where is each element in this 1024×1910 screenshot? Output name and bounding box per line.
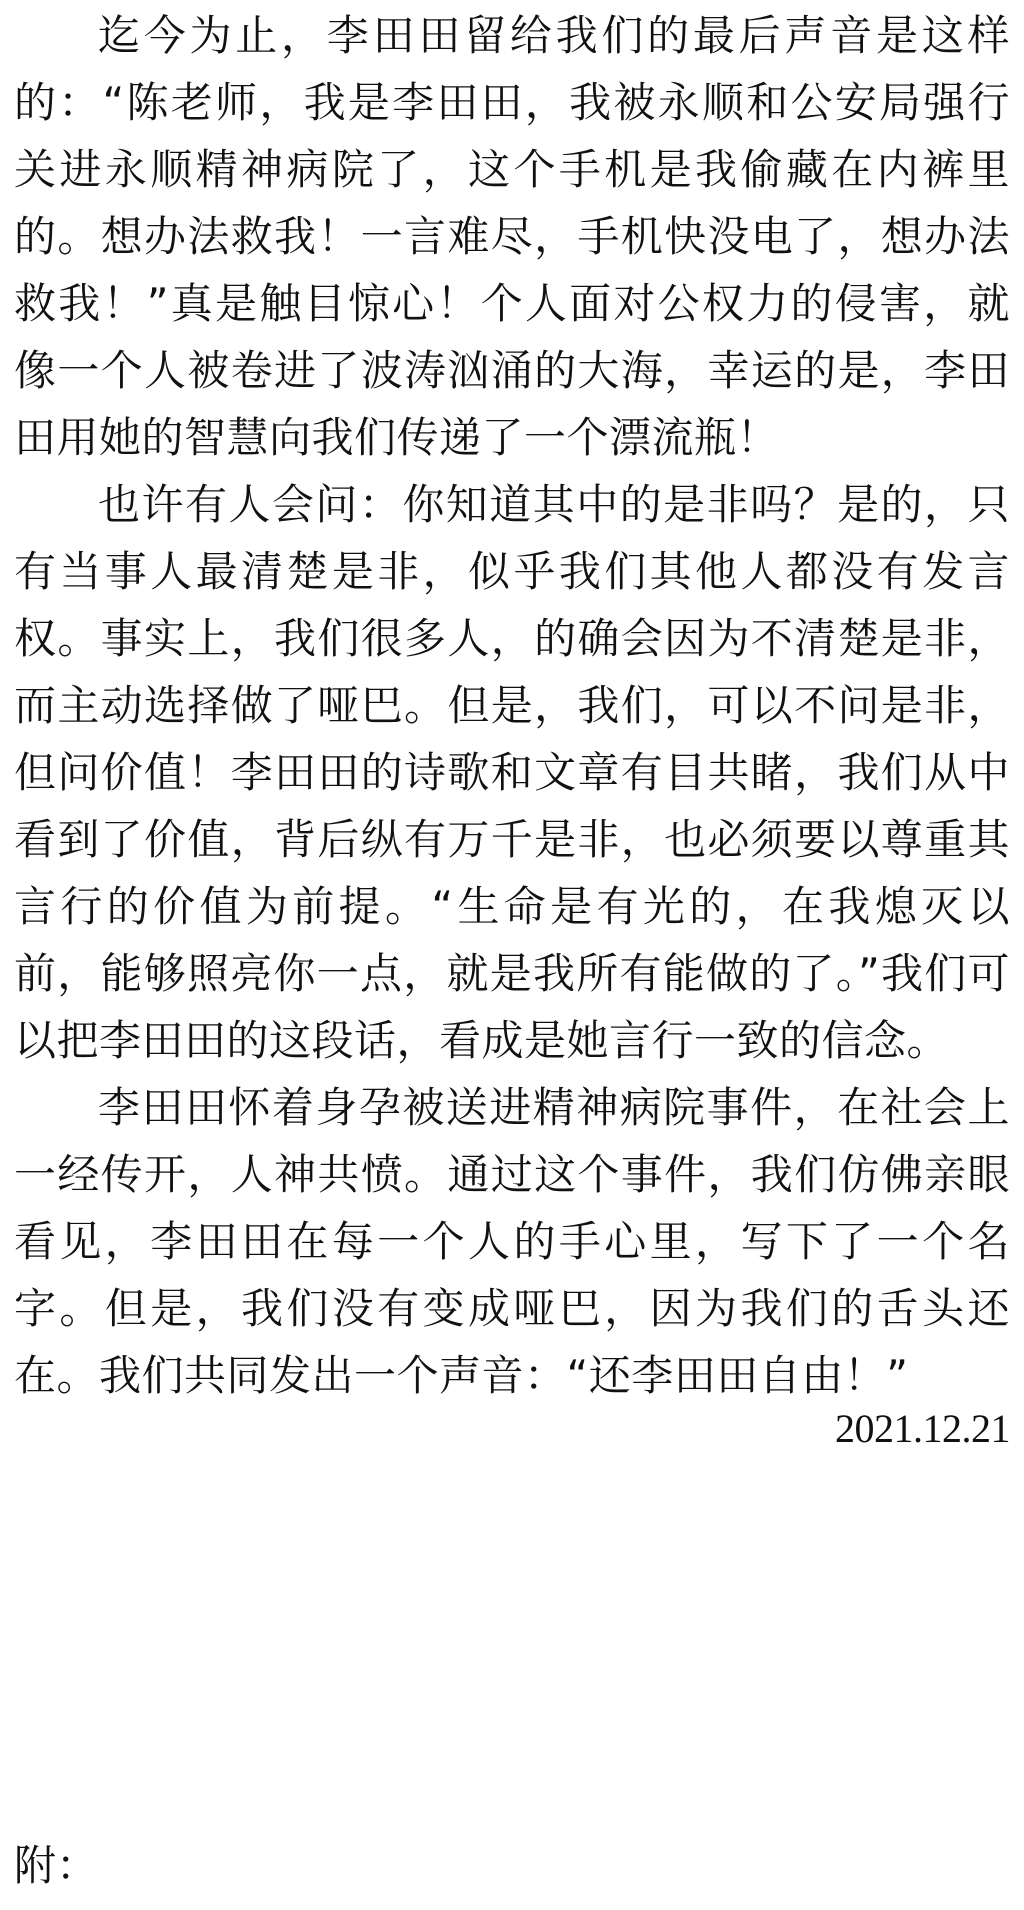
paragraph-3: 李田田怀着身孕被送进精神病院事件，在社会上一经传开，人神共愤。通过这个事件，我们仿佛亲眼看见，李田田在每一个人的手心里，写下了一个名字。但是，我们没有变成哑巴，因为我们的舌头还在。我们共同发出一个声音：“还李田田自由！” <box>14 1083 1010 1400</box>
document-body <box>14 2 1010 1409</box>
paragraph-2: 也许有人会问：你知道其中的是非吗？是的，只有当事人最清楚是非，似乎我们其他人都没有发言权。事实上，我们很多人，的确会因为不清楚是非，而主动选择做了哑巴。但是，我们，可以不问是非，但问价值！李田田的诗歌和文章有目共睹，我们从中看到了价值，背后纵有万千是非，也必须要以尊重其言行的价值为前提。“生命是有光的，在我熄灭以前，能够照亮你一点，就是我所有能做的了。”我们可以把李田田的这段话，看成是她言行一致的信念。 <box>14 480 1010 1065</box>
paragraph-1: 迄今为止，李田田留给我们的最后声音是这样的：“陈老师，我是李田田，我被永顺和公安局强行关进永顺精神病院了，这个手机是我偷藏在内裤里的。想办法救我！一言难尽，手机快没电了，想办法救我！”真是触目惊心！个人面对公权力的侵害，就像一个人被卷进了波涛汹涌的大海，幸运的是，李田田用她的智慧向我们传递了一个漂流瓶！ <box>14 11 1010 462</box>
appendix-label: 附： <box>14 1841 99 1890</box>
document-date: 2021.12.21 <box>835 1406 1010 1451</box>
